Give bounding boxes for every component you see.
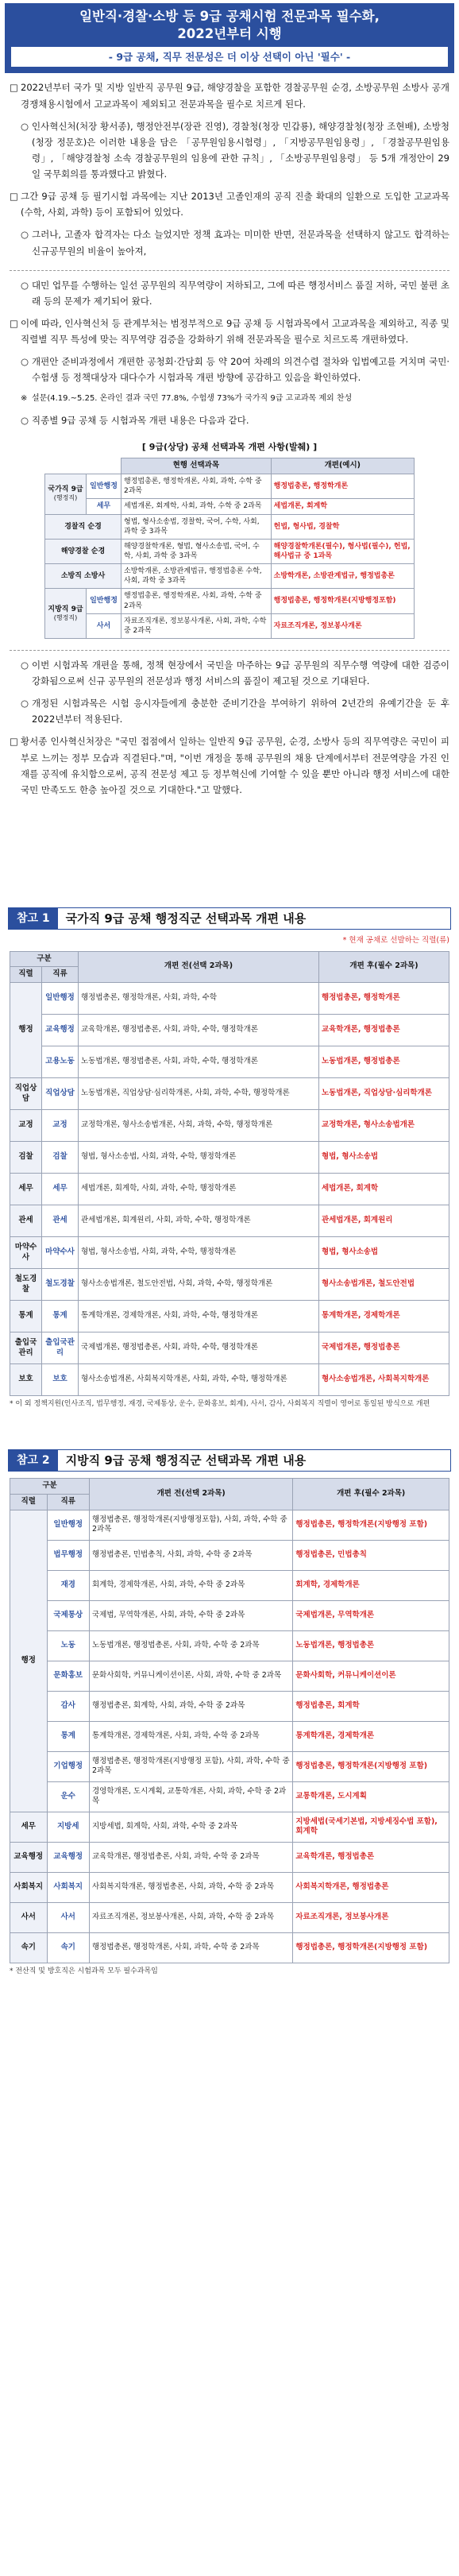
series-cell: 세무 xyxy=(10,1174,42,1205)
current-subjects: 행정법총론, 행정학개론(지방행정포함), 사회, 과학, 수학 중 2과목 xyxy=(90,1510,293,1540)
category-label: 지방직 9급 xyxy=(48,605,83,613)
table-row xyxy=(45,539,415,563)
category-label: 경찰직 순경 xyxy=(64,522,102,531)
series-cell: 사회복지 xyxy=(10,1872,48,1902)
series-cell: 세무 xyxy=(10,1812,48,1842)
table-row xyxy=(10,1902,449,1932)
class-cell: 교육행정 xyxy=(47,1842,90,1872)
current-subjects: 행정법총론, 행정학개론, 사회, 과학, 수학 중 2과목 xyxy=(90,1932,293,1963)
table-row xyxy=(10,1301,449,1332)
new-subjects: 행정법총론, 행정학개론(지방행정 포함) xyxy=(293,1751,449,1781)
new-subjects: 국제법개론, 행정법총론 xyxy=(318,1332,449,1364)
current-subjects: 지방세법, 회계학, 사회, 과학, 수학 중 2과목 xyxy=(90,1812,293,1842)
new-subjects: 형사소송법개론, 사회복지학개론 xyxy=(318,1364,449,1396)
class-cell: 감사 xyxy=(47,1691,90,1721)
new-subjects: 헌법, 형사법, 경찰학 xyxy=(271,514,414,539)
new-subjects: 형법, 형사소송법 xyxy=(318,1237,449,1269)
paragraph-text: 개정된 시험과목은 시험 응시자들에게 충분한 준비기간을 부여하기 위하여 2년간의 유예기간을 둔 후 2022년부터 적용된다. xyxy=(32,698,449,725)
paragraph-text: 개편안 준비과정에서 개편한 공청회·간담회 등 약 20여 차례의 의견수렴 절차와 입법예고를 거치며 국민·수험생 등 정책대상자 대다수가 시험과목 개편 방향에 공감하고 있음을 확인하였다. xyxy=(32,356,449,384)
current-subjects: 문화사회학, 커뮤니케이션이론, 사회, 과학, 수학 중 2과목 xyxy=(90,1661,293,1691)
current-subjects: 세법개론, 회계학, 사회, 과학, 수학 중 2과목 xyxy=(122,499,272,514)
table-row xyxy=(10,1812,449,1842)
series-cell: 사서 xyxy=(10,1902,48,1932)
new-subjects: 자료조직개론, 정보봉사개론 xyxy=(271,613,414,638)
bullet-mark: □ xyxy=(10,191,18,203)
new-subjects: 교육학개론, 행정법총론 xyxy=(293,1842,449,1872)
row-category xyxy=(45,514,122,539)
class-cell: 직업상담 xyxy=(42,1078,79,1110)
current-subjects: 형사소송법개론, 사회복지학개론, 사회, 과학, 수학, 행정학개론 xyxy=(79,1364,319,1396)
current-subjects: 소방학개론, 소방관계법규, 행정법총론 수학, 사회, 과학 중 3과목 xyxy=(122,564,272,589)
row-category xyxy=(45,564,122,589)
new-subjects: 행정법총론, 회계학 xyxy=(293,1691,449,1721)
series-cell: 행정 xyxy=(10,983,42,1078)
current-subjects: 경영학개론, 도시계획, 교통학개론, 사회, 과학, 수학 중 2과목 xyxy=(90,1781,293,1812)
class-cell: 마약수사 xyxy=(42,1237,79,1269)
class-cell: 지방세 xyxy=(47,1812,90,1842)
paragraph-text: 설문(4.19.~5.25. 온라인 결과 국민 77.8%, 수험생 73%가 국가직 9급 고교과목 제외 찬성 xyxy=(32,394,353,404)
paragraph-text: 그러나, 고졸자 합격자는 다소 늘었지만 정책 효과는 미미한 반면, 전문과목을 선택하지 않고도 합격하는 신규공무원의 비율이 높아져, xyxy=(32,229,449,257)
current-subjects: 행정법총론, 민법총칙, 사회, 과학, 수학 중 2과목 xyxy=(90,1540,293,1570)
table-row xyxy=(10,1364,449,1396)
current-subjects: 형법, 형사소송법, 사회, 과학, 수학, 행정학개론 xyxy=(79,1142,319,1174)
ref1-head-category: 구분 xyxy=(10,951,79,967)
series-cell: 행정 xyxy=(10,1510,48,1812)
new-subjects: 행정법총론, 행정학개론 xyxy=(318,983,449,1015)
row-label: 일반행정 xyxy=(87,589,122,613)
new-subjects: 관세법개론, 회계원리 xyxy=(318,1205,449,1237)
new-subjects: 회계학, 경제학개론 xyxy=(293,1570,449,1600)
bullet-mark: ○ xyxy=(21,698,29,710)
series-cell: 교육행정 xyxy=(10,1842,48,1872)
ref1-head-new: 개편 후(필수 2과목) xyxy=(318,951,449,983)
table-row xyxy=(10,1078,449,1110)
table-row xyxy=(10,1661,449,1691)
row-category xyxy=(45,474,87,514)
table-row xyxy=(10,1600,449,1630)
ref1-head-series: 직렬 xyxy=(10,967,42,983)
current-subjects: 자료조직개론, 정보봉사개론, 사회, 과학, 수학 중 2과목 xyxy=(90,1902,293,1932)
paragraph xyxy=(10,392,449,406)
class-cell: 세무 xyxy=(42,1174,79,1205)
paragraph-text: 황서종 인사혁신처장은 "국민 접점에서 일하는 일반직 9급 공무원, 순경, 소방사 등의 직무역량은 국민이 피부로 느끼는 정부 모습과 직결된다."며, "이번 개정을 통해 공무원의 채용 단계에서부터 전문역량을 가진 인재를 공직에 유치함으로써, 공직 전문성 제고 등 정부혁신에 기여할 수 있을 뿐만 아니라 행정 서비스에 대한 국민 만족도도 한층 높아질 것으로 기대한다."고 말했다. xyxy=(21,736,449,795)
ref2-head-class: 직류 xyxy=(47,1495,90,1510)
class-cell: 운수 xyxy=(47,1781,90,1812)
current-subjects: 행정법총론, 행정학개론, 사회, 과학, 수학 xyxy=(79,983,319,1015)
new-subjects: 노동법개론, 행정법총론 xyxy=(318,1046,449,1078)
class-cell: 일반행정 xyxy=(42,983,79,1015)
current-subjects: 행정법총론, 행정학개론, 사회, 과학, 수학 중 2과목 xyxy=(122,474,272,499)
class-cell: 검찰 xyxy=(42,1142,79,1174)
series-cell: 직업상담 xyxy=(10,1078,42,1110)
table-row xyxy=(45,514,415,539)
new-subjects: 사회복지학개론, 행정법총론 xyxy=(293,1872,449,1902)
class-cell: 출입국관리 xyxy=(42,1332,79,1364)
current-subjects: 노동법개론, 행정법총론, 사회, 과학, 수학, 행정학개론 xyxy=(79,1046,319,1078)
reference2-title-box xyxy=(8,1449,451,1472)
page-title-line2: 2022년부터 시행 xyxy=(177,26,282,42)
current-subjects: 교육학개론, 행정법총론, 사회, 과학, 수학 중 2과목 xyxy=(90,1842,293,1872)
ref1-head-class: 직류 xyxy=(42,967,79,983)
current-subjects: 관세법개론, 회계원리, 사회, 과학, 수학, 행정학개론 xyxy=(79,1205,319,1237)
class-cell: 재경 xyxy=(47,1570,90,1600)
current-subjects: 행정법총론, 행정학개론(지방행정 포함), 사회, 과학, 수학 중 2과목 xyxy=(90,1751,293,1781)
class-cell: 기업행정 xyxy=(47,1751,90,1781)
new-subjects: 행정법총론, 민법총칙 xyxy=(293,1540,449,1570)
new-subjects: 형사소송법개론, 철도안전법 xyxy=(318,1269,449,1301)
current-subjects: 형사소송법개론, 철도안전법, 사회, 과학, 수학, 행정학개론 xyxy=(79,1269,319,1301)
class-cell: 보호 xyxy=(42,1364,79,1396)
category-label: 국가직 9급 xyxy=(48,485,83,494)
new-subjects: 노동법개론, 행정법총론 xyxy=(293,1630,449,1661)
ref2-head-new: 개편 후(필수 2과목) xyxy=(293,1479,449,1510)
paragraph xyxy=(10,118,449,183)
paragraph xyxy=(10,79,449,111)
current-subjects: 해양경찰학개론, 형법, 형사소송법, 국어, 수학, 사회, 과학 중 3과목 xyxy=(122,539,272,563)
new-subjects: 해양경찰학개론(필수), 형사법(필수), 헌법, 해사법규 중 1과목 xyxy=(271,539,414,563)
class-cell: 교육행정 xyxy=(42,1015,79,1046)
table-row xyxy=(10,1269,449,1301)
new-subjects: 행정법총론, 행정학개론(지방행정포함) xyxy=(271,589,414,613)
divider xyxy=(10,650,449,651)
class-cell: 노동 xyxy=(47,1630,90,1661)
new-subjects: 교정학개론, 형사소송법개론 xyxy=(318,1110,449,1142)
paragraph-text: 인사혁신처(처장 황서종), 행정안전부(장관 진영), 경찰청(청장 민갑룡), 해양경찰청(청장 조현배), 소방청(청장 정문호)은 이러한 내용을 담은 「공무원임용시험령」, 「지방공무원임용령」, 「경찰공무원임용령」, 「해양경찰청 소속 경찰공무원의 임용에 관한 규칙」, 「소방공무원임용령」 등 5개 개정안이 29일 국무회의를 통과했다고 밝혔다. xyxy=(32,120,449,180)
table-row xyxy=(10,1721,449,1751)
paragraph xyxy=(10,315,449,347)
class-cell: 일반행정 xyxy=(47,1510,90,1540)
current-subjects: 교육학개론, 행정법총론, 사회, 과학, 수학, 행정학개론 xyxy=(79,1015,319,1046)
row-category xyxy=(45,589,87,639)
ref1-head-current: 개편 전(선택 2과목) xyxy=(79,951,319,983)
title-banner xyxy=(5,3,454,73)
paragraph xyxy=(10,226,449,258)
reference2-footnote: * 전산직 및 방호직은 시험과목 모두 필수과목임 xyxy=(10,1967,158,1975)
page-title-line1: 일반직·경찰·소방 등 9급 공채시험 전문과목 필수화, xyxy=(79,9,380,24)
series-cell: 검찰 xyxy=(10,1142,42,1174)
ref2-head-current: 개편 전(선택 2과목) xyxy=(90,1479,293,1510)
new-subjects: 통계학개론, 경제학개론 xyxy=(318,1301,449,1332)
table-row xyxy=(45,474,415,499)
bullet-mark: □ xyxy=(10,317,18,329)
table-row xyxy=(10,1142,449,1174)
table-row xyxy=(10,1332,449,1364)
new-subjects: 교육학개론, 행정법총론 xyxy=(318,1015,449,1046)
row-label: 일반행정 xyxy=(87,474,122,499)
series-cell: 출입국관리 xyxy=(10,1332,42,1364)
table-row xyxy=(45,564,415,589)
bullet-mark: ※ xyxy=(21,394,28,404)
paragraph xyxy=(10,354,449,385)
paragraph xyxy=(10,657,449,689)
paragraph-text: 2022년부터 국가 및 지방 일반직 공무원 9급, 해양경찰을 포함한 경찰공무원 순경, 소방공무원 소방사 공개경쟁채용시험에서 고교과목이 제외되고 전문과목을 필수로 치르게 된다. xyxy=(21,82,449,110)
table-row xyxy=(10,1205,449,1237)
paragraph-text: 대민 업무를 수행하는 일선 공무원의 직무역량이 저하되고, 그에 따른 행정서비스 품질 저하, 국민 불편 초래 등의 문제가 제기되어 왔다. xyxy=(32,279,449,307)
table-row xyxy=(10,1872,449,1902)
new-subjects: 노동법개론, 직업상담·심리학개론 xyxy=(318,1078,449,1110)
series-cell: 보호 xyxy=(10,1364,42,1396)
ref2-head-series: 직렬 xyxy=(10,1495,48,1510)
current-subjects: 행정법총론, 회계학, 사회, 과학, 수학 중 2과목 xyxy=(90,1691,293,1721)
series-cell: 통계 xyxy=(10,1301,42,1332)
bullet-mark: □ xyxy=(10,82,18,94)
table-row xyxy=(10,1781,449,1812)
category-label: 소방직 소방사 xyxy=(60,572,106,581)
row-label: 세무 xyxy=(87,499,122,514)
current-subjects: 교정학개론, 형사소송법개론, 사회, 과학, 수학, 행정학개론 xyxy=(79,1110,319,1142)
current-subjects: 노동법개론, 직업상담·심리학개론, 사회, 과학, 수학, 행정학개론 xyxy=(79,1078,319,1110)
class-cell: 사회복지 xyxy=(47,1872,90,1902)
bullet-mark: ○ xyxy=(21,120,29,132)
class-cell: 철도경찰 xyxy=(42,1269,79,1301)
class-cell: 속기 xyxy=(47,1932,90,1963)
bullet-mark: ○ xyxy=(21,229,29,241)
current-subjects: 회계학, 경제학개론, 사회, 과학, 수학 중 2과목 xyxy=(90,1570,293,1600)
table-row xyxy=(10,1046,449,1078)
table-row xyxy=(10,1842,449,1872)
current-subjects: 형법, 형사소송법, 사회, 과학, 수학, 행정학개론 xyxy=(79,1237,319,1269)
new-subjects: 형법, 형사소송법 xyxy=(318,1142,449,1174)
new-subjects: 지방세법(국세기본법, 지방세징수법 포함), 회계학 xyxy=(293,1812,449,1842)
reference2-tag: 참고 2 xyxy=(9,1450,58,1471)
table-row xyxy=(10,1015,449,1046)
new-subjects: 세법개론, 회계학 xyxy=(271,499,414,514)
new-subjects: 통계학개론, 경제학개론 xyxy=(293,1721,449,1751)
reference1-title-box xyxy=(8,907,451,930)
reference2-table xyxy=(10,1478,449,1963)
lower-section xyxy=(10,657,449,798)
current-subjects: 국제법, 무역학개론, 사회, 과학, 수학 중 2과목 xyxy=(90,1600,293,1630)
table1-head-new: 개편(예시) xyxy=(271,458,414,474)
table-row xyxy=(10,1570,449,1600)
class-cell: 사서 xyxy=(47,1902,90,1932)
current-subjects: 세법개론, 회계학, 사회, 과학, 수학, 행정학개론 xyxy=(79,1174,319,1205)
table1-head-current: 현행 선택과목 xyxy=(122,458,272,474)
row-label: 사서 xyxy=(87,613,122,638)
table-row xyxy=(10,1630,449,1661)
paragraph xyxy=(10,412,449,428)
current-subjects: 통계학개론, 경제학개론, 사회, 과학, 수학 중 2과목 xyxy=(90,1721,293,1751)
class-cell: 고용노동 xyxy=(42,1046,79,1078)
table-row xyxy=(10,1174,449,1205)
table-row xyxy=(10,1691,449,1721)
new-subjects: 교통학개론, 도시계획 xyxy=(293,1781,449,1812)
table1-caption: [ 9급(상당) 공채 선택과목 개편 사항(발췌) ] xyxy=(141,442,318,453)
reference2-title: 지방직 9급 공채 행정직군 선택과목 개편 내용 xyxy=(65,1453,307,1468)
bullet-mark: ○ xyxy=(21,356,29,368)
current-subjects: 형법, 형사소송법, 경찰학, 국어, 수학, 사회, 과학 중 3과목 xyxy=(122,514,272,539)
paragraph xyxy=(10,277,449,309)
paragraph-text: 그간 9급 공채 등 필기시험 과목에는 지난 2013년 고졸인재의 공직 진출 확대의 일환으로 도입한 고교과목(수학, 사회, 과학) 등이 포함되어 있었다. xyxy=(21,191,449,219)
new-subjects: 국제법개론, 무역학개론 xyxy=(293,1600,449,1630)
series-cell: 철도경찰 xyxy=(10,1269,42,1301)
category-sublabel: (행정직) xyxy=(53,613,78,621)
class-cell: 국제통상 xyxy=(47,1600,90,1630)
paragraph-text: 이번 시험과목 개편을 통해, 정책 현장에서 국민을 마주하는 9급 공무원의 직무수행 역량에 대한 검증이 강화됨으로써 신규 공무원의 전문성과 행정 서비스의 품질이 제고될 것으로 기대된다. xyxy=(32,659,449,687)
series-cell: 속기 xyxy=(10,1932,48,1963)
divider xyxy=(10,270,449,271)
bullet-mark: □ xyxy=(10,736,18,748)
table-row xyxy=(10,1751,449,1781)
class-cell: 관세 xyxy=(42,1205,79,1237)
reference1-title: 국가직 9급 공채 행정직군 선택과목 개편 내용 xyxy=(65,911,307,926)
reference1-tag: 참고 1 xyxy=(9,908,58,929)
current-subjects: 노동법개론, 행정법총론, 사회, 과학, 수학 중 2과목 xyxy=(90,1630,293,1661)
ref2-head-category: 구분 xyxy=(10,1479,90,1495)
paragraph xyxy=(10,733,449,798)
class-cell: 법무행정 xyxy=(47,1540,90,1570)
table-row xyxy=(45,589,415,613)
bullet-mark: ○ xyxy=(21,659,29,671)
current-subjects: 행정법총론, 행정학개론, 사회, 과학, 수학 중 2과목 xyxy=(122,589,272,613)
paragraph-text: 직종별 9급 공채 등 시험과목 개편 내용은 다음과 같다. xyxy=(32,414,249,426)
middle-section xyxy=(10,277,449,428)
series-cell: 교정 xyxy=(10,1110,42,1142)
table-row xyxy=(10,1932,449,1963)
current-subjects: 통계학개론, 경제학개론, 사회, 과학, 수학, 행정학개론 xyxy=(79,1301,319,1332)
new-subjects: 소방학개론, 소방관계법규, 행정법총론 xyxy=(271,564,414,589)
table-row xyxy=(10,1237,449,1269)
table-row xyxy=(45,613,415,638)
new-subjects: 자료조직개론, 정보봉사개론 xyxy=(293,1902,449,1932)
class-cell: 통계 xyxy=(47,1721,90,1751)
new-subjects: 행정법총론, 행정학개론 xyxy=(271,474,414,499)
new-subjects: 행정법총론, 행정학개론(지방행정 포함) xyxy=(293,1510,449,1540)
new-subjects: 문화사회학, 커뮤니케이션이론 xyxy=(293,1661,449,1691)
table-row xyxy=(10,1540,449,1570)
class-cell: 통계 xyxy=(42,1301,79,1332)
table-row xyxy=(10,983,449,1015)
paragraph xyxy=(10,695,449,727)
new-subjects: 세법개론, 회계학 xyxy=(318,1174,449,1205)
current-subjects: 국제법개론, 행정법총론, 사회, 과학, 수학, 행정학개론 xyxy=(79,1332,319,1364)
row-category xyxy=(45,539,122,563)
current-subjects: 자료조직개론, 정보봉사개론, 사회, 과학, 수학 중 2과목 xyxy=(122,613,272,638)
paragraph-text: 이에 따라, 인사혁신처 등 관계부처는 범정부적으로 9급 공채 등 시험과목에서 고교과목을 제외하고, 직종 및 직렬별 직무 특성에 맞는 직무역량 검증을 강화하기 위해 전문과목을 필수로 치르도록 개편하였다. xyxy=(21,317,449,346)
page-subtitle: - 9급 공채, 직무 전문성은 더 이상 선택이 아닌 '필수' - xyxy=(11,47,448,68)
reference1-table xyxy=(10,951,449,1397)
paragraph xyxy=(10,188,449,220)
current-subjects: 사회복지학개론, 행정법총론, 사회, 과학, 수학 중 2과목 xyxy=(90,1872,293,1902)
table-row xyxy=(45,499,415,514)
intro-section xyxy=(10,79,449,258)
subject-change-table xyxy=(44,458,415,639)
series-cell: 관세 xyxy=(10,1205,42,1237)
bullet-mark: ○ xyxy=(21,279,29,291)
class-cell: 교정 xyxy=(42,1110,79,1142)
category-label: 해양경찰 순경 xyxy=(60,547,106,555)
table-row xyxy=(10,1110,449,1142)
new-subjects: 행정법총론, 행정학개론(지방행정 포함) xyxy=(293,1932,449,1963)
table1-wrapper xyxy=(44,458,415,639)
table-row xyxy=(10,1510,449,1540)
class-cell: 문화홍보 xyxy=(47,1661,90,1691)
category-sublabel: (행정직) xyxy=(53,494,78,502)
reference1-footnote: * 이 외 정책지원(인사조직, 법무행정, 재경, 국제통상, 운수, 문화홍보, 회계), 사서, 감사, 사회복지 직렬이 영어로 통일된 방식으로 개편 xyxy=(10,1400,430,1409)
bullet-mark: ○ xyxy=(21,414,29,426)
series-cell: 마약수사 xyxy=(10,1237,42,1269)
reference1-note: * 현재 공채로 선발하는 직렬(류) xyxy=(342,935,449,945)
